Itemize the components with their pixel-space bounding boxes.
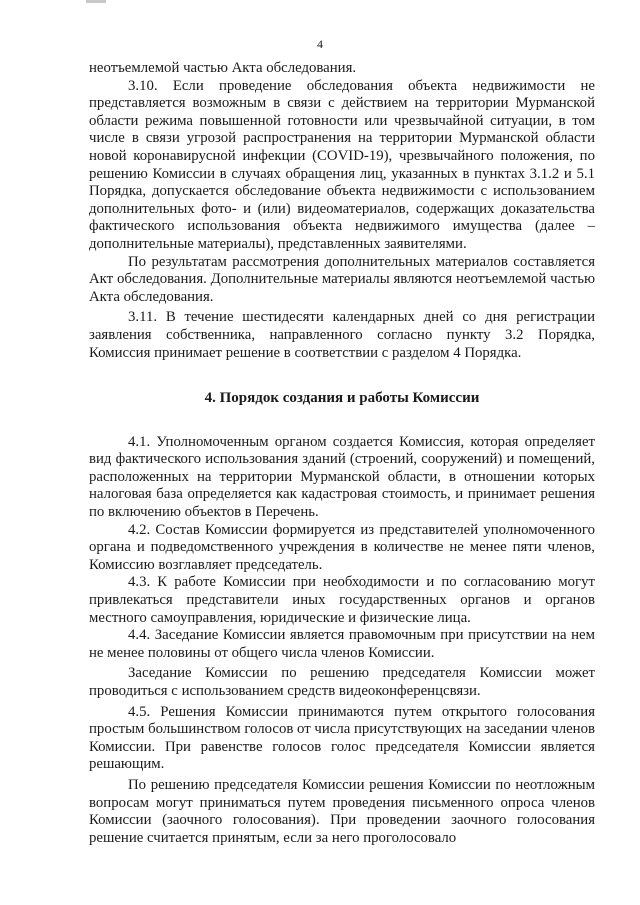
paragraph-continuation: неотъемлемой частью Акта обследования. — [89, 60, 357, 76]
paragraph-4-5-absentee-vote: По решению председателя Комиссии решения Комиссии по неотложным вопросам могут приниматься путем проведения письменного опроса членов Комиссии (заочного голосования). При проведении заочного голосования решение считается принятым, если за него проголосовало — [89, 776, 595, 846]
paragraph-4-1: 4.1. Уполномоченным органом создается Комиссия, которая определяет вид фактического использования зданий (строений, сооружений) и помещений, расположенных на территории Мурманской области, в отношении которых налоговая база определяется как кадастровая стоимость, и принимает решения по включению объектов в Перечень. — [89, 433, 595, 521]
section-heading: 4. Порядок создания и работы Комиссии — [204, 390, 480, 407]
paragraph-3-11: 3.11. В течение шестидесяти календарных дней со дня регистрации заявления собственника, направленного согласно пункту 3.2 Порядка, Комиссия принимает решение в соответствии с разделом 4 Порядка. — [89, 309, 595, 361]
paragraph-4-5: 4.5. Решения Комиссии принимаются путем открытого голосования простым большинством голосов от числа присутствующих на заседании членов Комиссии. При равенстве голосов голос председателя Комиссии является решающим. — [89, 703, 595, 773]
document-body — [89, 60, 595, 847]
paragraph-4-3: 4.3. К работе Комиссии при необходимости и по согласованию могут привлекаться представители иных государственных органов и органов местного самоуправления, юридические и физические лица. — [89, 574, 595, 626]
paragraph-4-4: 4.4. Заседание Комиссии является правомочным при присутствии на нем не менее половины от общего числа членов Комиссии. — [89, 627, 595, 661]
paragraph-4-2: 4.2. Состав Комиссии формируется из представителей уполномоченного органа и подведомственного учреждения в количестве не менее пяти членов, Комиссию возглавляет председатель. — [89, 521, 595, 573]
paragraph-3-10-results: По результатам рассмотрения дополнительных материалов составляется Акт обследования. Дополнительные материалы являются неотъемлемой частью Акта обследования. — [89, 253, 595, 305]
scan-artifact — [86, 0, 106, 3]
paragraph-3-10: 3.10. Если проведение обследования объекта недвижимости не представляется возможным в связи с действием на территории Мурманской области режима повышенной готовности или чрезвычайной ситуации, в том числе в связи угрозой распространения на территории Мурманской области новой коронавирусной инфекции (COVID-19), чрезвычайного положения, по решению Комиссии в случаях обращения лиц, указанных в пунктах 3.1.2 и 5.1 Порядка, допускается обследование объекта недвижимости с использованием дополнительных фото- и (или) видеоматериалов, содержащих доказательства фактического использования объекта недвижимого имущества (далее – дополнительные материалы), представленных заявителями. — [89, 77, 595, 252]
paragraph-4-4-videoconference: Заседание Комиссии по решению председателя Комиссии может проводиться с использованием средств видеоконференцсвязи. — [89, 665, 595, 699]
page-number: 4 — [317, 37, 323, 51]
